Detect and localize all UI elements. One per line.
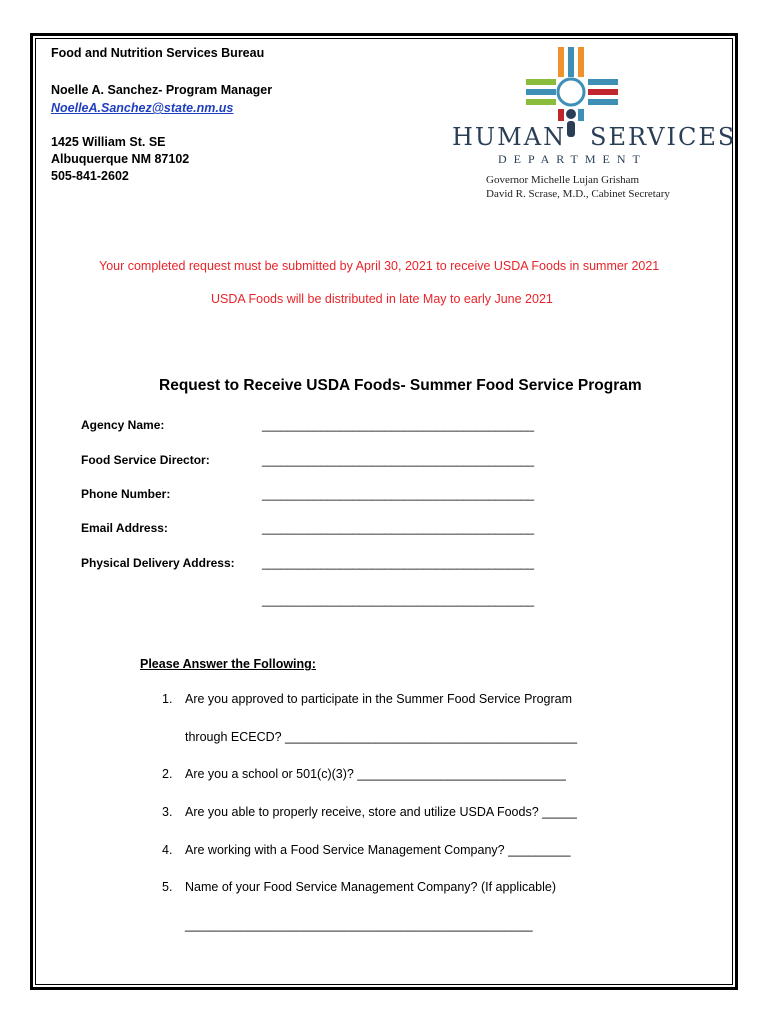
agency-name-label: Agency Name: [81,418,165,432]
program-manager: Noelle A. Sanchez- Program Manager [51,83,273,97]
question-2-number: 2. [162,767,173,781]
city-address: Albuquerque NM 87102 [51,152,190,166]
bureau-name: Food and Nutrition Services Bureau [51,46,265,60]
question-3-text[interactable]: Are you able to properly receive, store and utilize USDA Foods? _____ [185,805,577,819]
agency-name-field[interactable]: __________________________________________ [262,418,534,432]
delivery-address-field-line1[interactable]: __________________________________________ [262,556,534,570]
governor-line: Governor Michelle Lujan Grisham [486,174,640,186]
question-5-text: Name of your Food Service Management Company? (If applicable) [185,880,557,894]
question-5-answer-line[interactable]: __________________________________________________ [185,918,533,932]
question-1-answer-line[interactable]: through ECECD? __________________________________________ [185,730,578,744]
phone-number-field[interactable]: __________________________________________ [262,487,534,501]
delivery-address-label: Physical Delivery Address: [81,556,235,570]
email-address-field[interactable]: __________________________________________ [262,521,534,535]
question-4-number: 4. [162,843,173,857]
logo-word-human: HUMAN [452,123,567,151]
logo-word-services: SERVICES [590,123,737,151]
street-address: 1425 William St. SE [51,135,166,149]
question-5-number: 5. [162,880,173,894]
secretary-line: David R. Scrase, M.D., Cabinet Secretary [486,188,670,200]
logo-word-department: DEPARTMENT [498,152,647,166]
distribution-notice: USDA Foods will be distributed in late May to early June 2021 [211,292,553,306]
food-service-director-field[interactable]: __________________________________________ [262,453,534,467]
question-2-text[interactable]: Are you a school or 501(c)(3)? ______________________________ [185,767,566,781]
food-service-director-label: Food Service Director: [81,453,210,467]
question-1-text: Are you approved to participate in the Summer Food Service Program [185,692,572,706]
question-4-text[interactable]: Are working with a Food Service Management Company? _________ [185,843,571,857]
question-1-number: 1. [162,692,173,706]
form-title: Request to Receive USDA Foods- Summer Food Service Program [159,377,642,394]
phone-number-label: Phone Number: [81,487,171,501]
manager-email-link[interactable]: NoelleA.Sanchez@state.nm.us [51,101,234,115]
deadline-notice: Your completed request must be submitted by April 30, 2021 to receive USDA Foods in summer 2021 [99,259,660,273]
delivery-address-field-line2[interactable]: __________________________________________ [262,593,534,607]
phone-number: 505-841-2602 [51,169,129,183]
questions-heading: Please Answer the Following: [140,657,316,671]
email-address-label: Email Address: [81,521,168,535]
question-3-number: 3. [162,805,173,819]
